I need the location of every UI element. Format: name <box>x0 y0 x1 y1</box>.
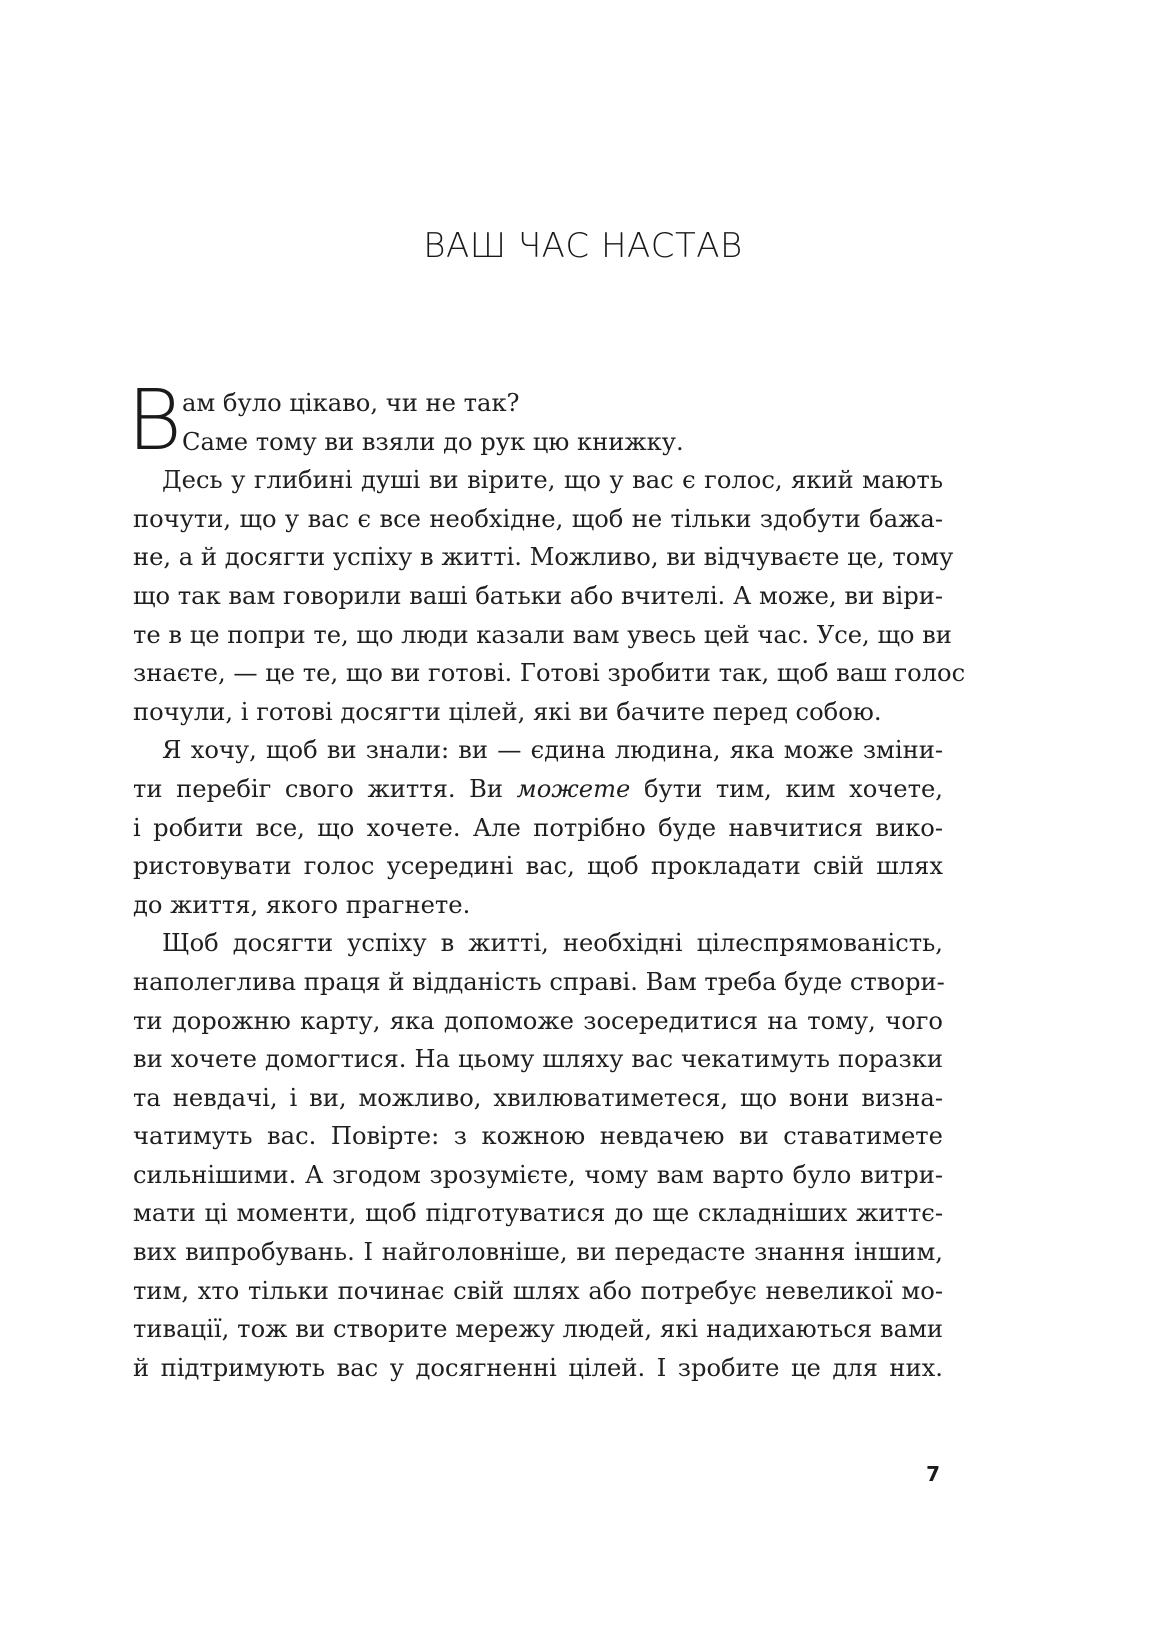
text-line: ристовувати голос усередині вас, щоб прокладати свій шлях <box>133 852 943 881</box>
text-line: що так вам говорили ваші батьки або вчителі. А може, ви віри- <box>133 581 943 610</box>
body-text <box>127 371 966 1387</box>
text-line: Я хочу, щоб ви знали: ви — єдина людина, яка може зміни- <box>162 736 943 765</box>
text-line: знаєте, — це те, що ви готові. Готові зробити так, щоб ваш голос <box>133 659 966 688</box>
text-line: почути, що у вас є все необхідне, щоб не тільки здобути бажа- <box>133 504 943 533</box>
text-line: вих випробувань. І найголовніше, ви передасте знання іншим, <box>133 1238 943 1267</box>
text-line: та невдачі, і ви, можливо, хвилюватиметеся, що вони визна- <box>133 1083 943 1112</box>
text-line: Саме тому ви взяли до рук цю книжку. <box>182 427 684 456</box>
text-line: почули, і готові досягти цілей, які ви бачите перед собою. <box>133 697 882 726</box>
text-line: Десь у глибині душі ви вірите, що у вас є голос, який мають <box>162 466 943 495</box>
page-number: 7 <box>926 1462 940 1486</box>
text-line <box>133 770 943 809</box>
text-line: не, а й досягти успіху в житті. Можливо, ви відчуваєте це, тому <box>133 543 954 572</box>
text-run: ти перебіг свого життя. Ви <box>133 774 517 803</box>
text-line: ти дорожню карту, яка допоможе зосередитися на тому, чого <box>133 1006 943 1035</box>
chapter-title: ВАШ ЧАС НАСТАВ <box>423 226 743 266</box>
text-line: чатимуть вас. Повірте: з кожною невдачею ви ставатимете <box>133 1122 943 1151</box>
emphasis-text: можете <box>516 774 631 803</box>
text-line: ам було цікаво, чи не так? <box>182 389 520 417</box>
text-line: сильнішими. А згодом зрозумієте, чому вам варто було витри- <box>133 1160 943 1189</box>
text-line: тивації, тож ви створите мережу людей, які надихаються вами <box>133 1315 943 1344</box>
text-line: ви хочете домогтися. На цьому шляху вас чекатимуть поразки <box>133 1045 943 1074</box>
text-line: до життя, якого прагнете. <box>133 890 471 919</box>
text-run: бути тим, ким хочете, <box>630 774 943 803</box>
text-line: наполеглива праця й відданість справі. Вам треба буде створи- <box>133 967 945 996</box>
text-line: мати ці моменти, щоб підготуватися до ще складніших життє- <box>133 1199 943 1228</box>
text-line: й підтримують вас у досягненні цілей. І зробите це для них. <box>133 1353 943 1382</box>
text-line: Щоб досягти успіху в житті, необхідні цілеспрямованість, <box>162 929 943 958</box>
drop-cap: В <box>127 371 183 469</box>
text-line: тим, хто тільки починає свій шлях або потребує невеликої мо- <box>133 1276 943 1305</box>
text-line: і робити все, що хочете. Але потрібно буде навчитися вико- <box>133 813 943 842</box>
text-line: те в це попри те, що люди казали вам увесь цей час. Усе, що ви <box>133 620 952 649</box>
